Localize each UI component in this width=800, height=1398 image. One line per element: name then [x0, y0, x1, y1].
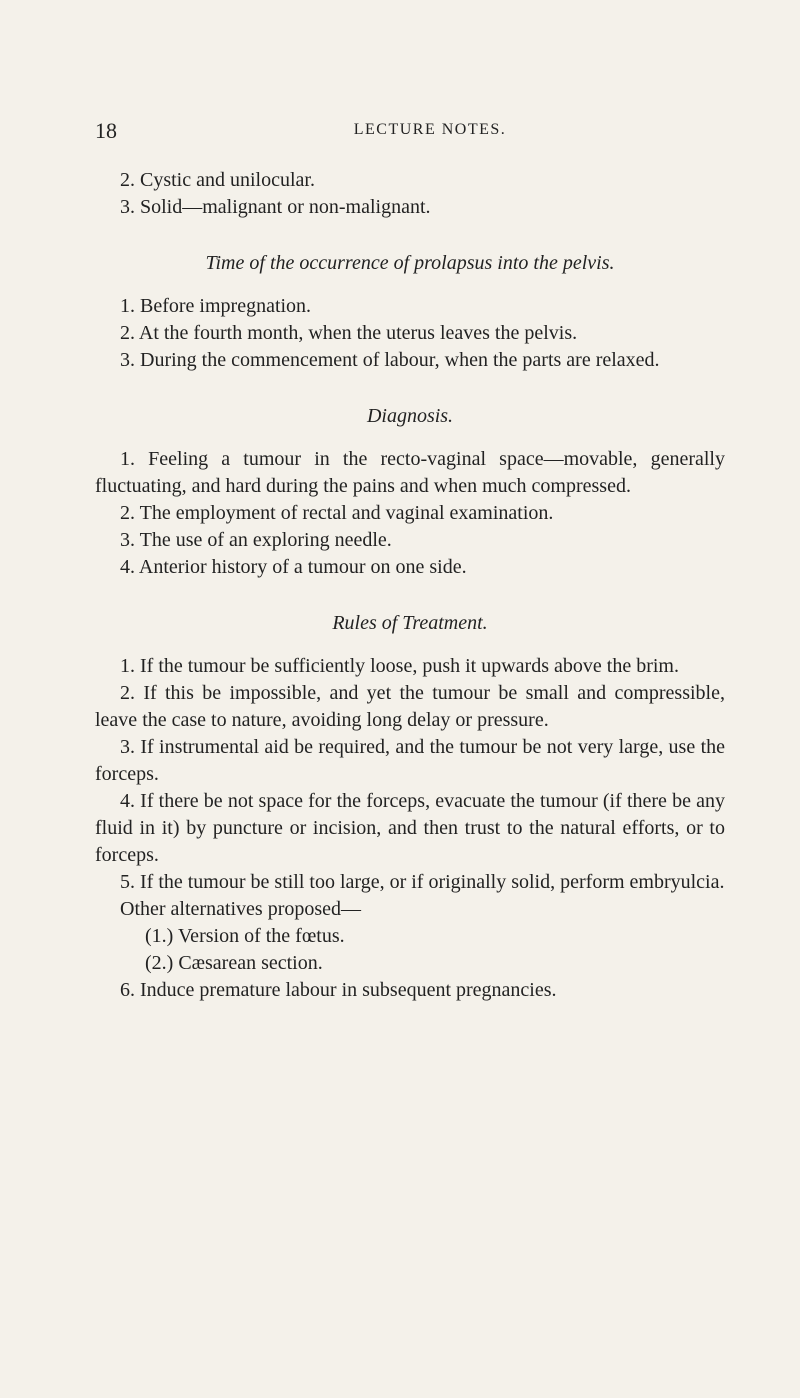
list-item: 3. During the commencement of labour, when the parts are relaxed. — [120, 349, 660, 371]
list-item: (2.) Cæsarean section. — [145, 952, 323, 974]
list-item: 2. If this be impossible, and yet the tumour be small and compressible, leave the case to nature, avoiding long delay or pressure. — [95, 682, 725, 731]
running-head: LECTURE NOTES. — [353, 121, 507, 138]
page-header — [95, 118, 725, 142]
list-item: 2. At the fourth month, when the uterus leaves the pelvis. — [120, 322, 578, 344]
list-item: 1. Feeling a tumour in the recto-vaginal space—movable, generally fluctuating, and hard during the pains and when much compressed. — [95, 448, 725, 497]
list-item: (1.) Version of the fœtus. — [145, 925, 345, 947]
list-item: 2. The employment of rectal and vaginal examination. — [120, 502, 554, 524]
list-item: 5. If the tumour be still too large, or if originally solid, perform embryulcia. — [120, 871, 725, 893]
list-item: 1. Before impregnation. — [120, 295, 312, 317]
list-item: 6. Induce premature labour in subsequent pregnancies. — [120, 979, 557, 1001]
section-heading-rules: Rules of Treatment. — [332, 612, 488, 634]
section-heading-time: Time of the occurrence of prolapsus into the pelvis. — [205, 252, 615, 274]
page-number: 18 — [95, 118, 117, 143]
alternatives-intro: Other alternatives proposed— — [120, 898, 362, 920]
list-item: 4. If there be not space for the forceps, evacuate the tumour (if there be any fluid in it) by puncture or incision, and then trust to the natural efforts, or to forceps. — [95, 790, 725, 866]
list-item: 1. If the tumour be sufficiently loose, push it upwards above the brim. — [120, 655, 679, 677]
list-item: 3. The use of an exploring needle. — [120, 529, 392, 551]
section-heading-diagnosis: Diagnosis. — [366, 405, 454, 427]
list-item: 2. Cystic and unilocular. — [120, 169, 315, 191]
list-item: 4. Anterior history of a tumour on one side. — [120, 556, 467, 578]
list-item: 3. Solid—malignant or non-malignant. — [120, 196, 431, 218]
list-item: 3. If instrumental aid be required, and the tumour be not very large, use the forceps. — [95, 736, 725, 785]
page-body — [95, 167, 725, 1004]
